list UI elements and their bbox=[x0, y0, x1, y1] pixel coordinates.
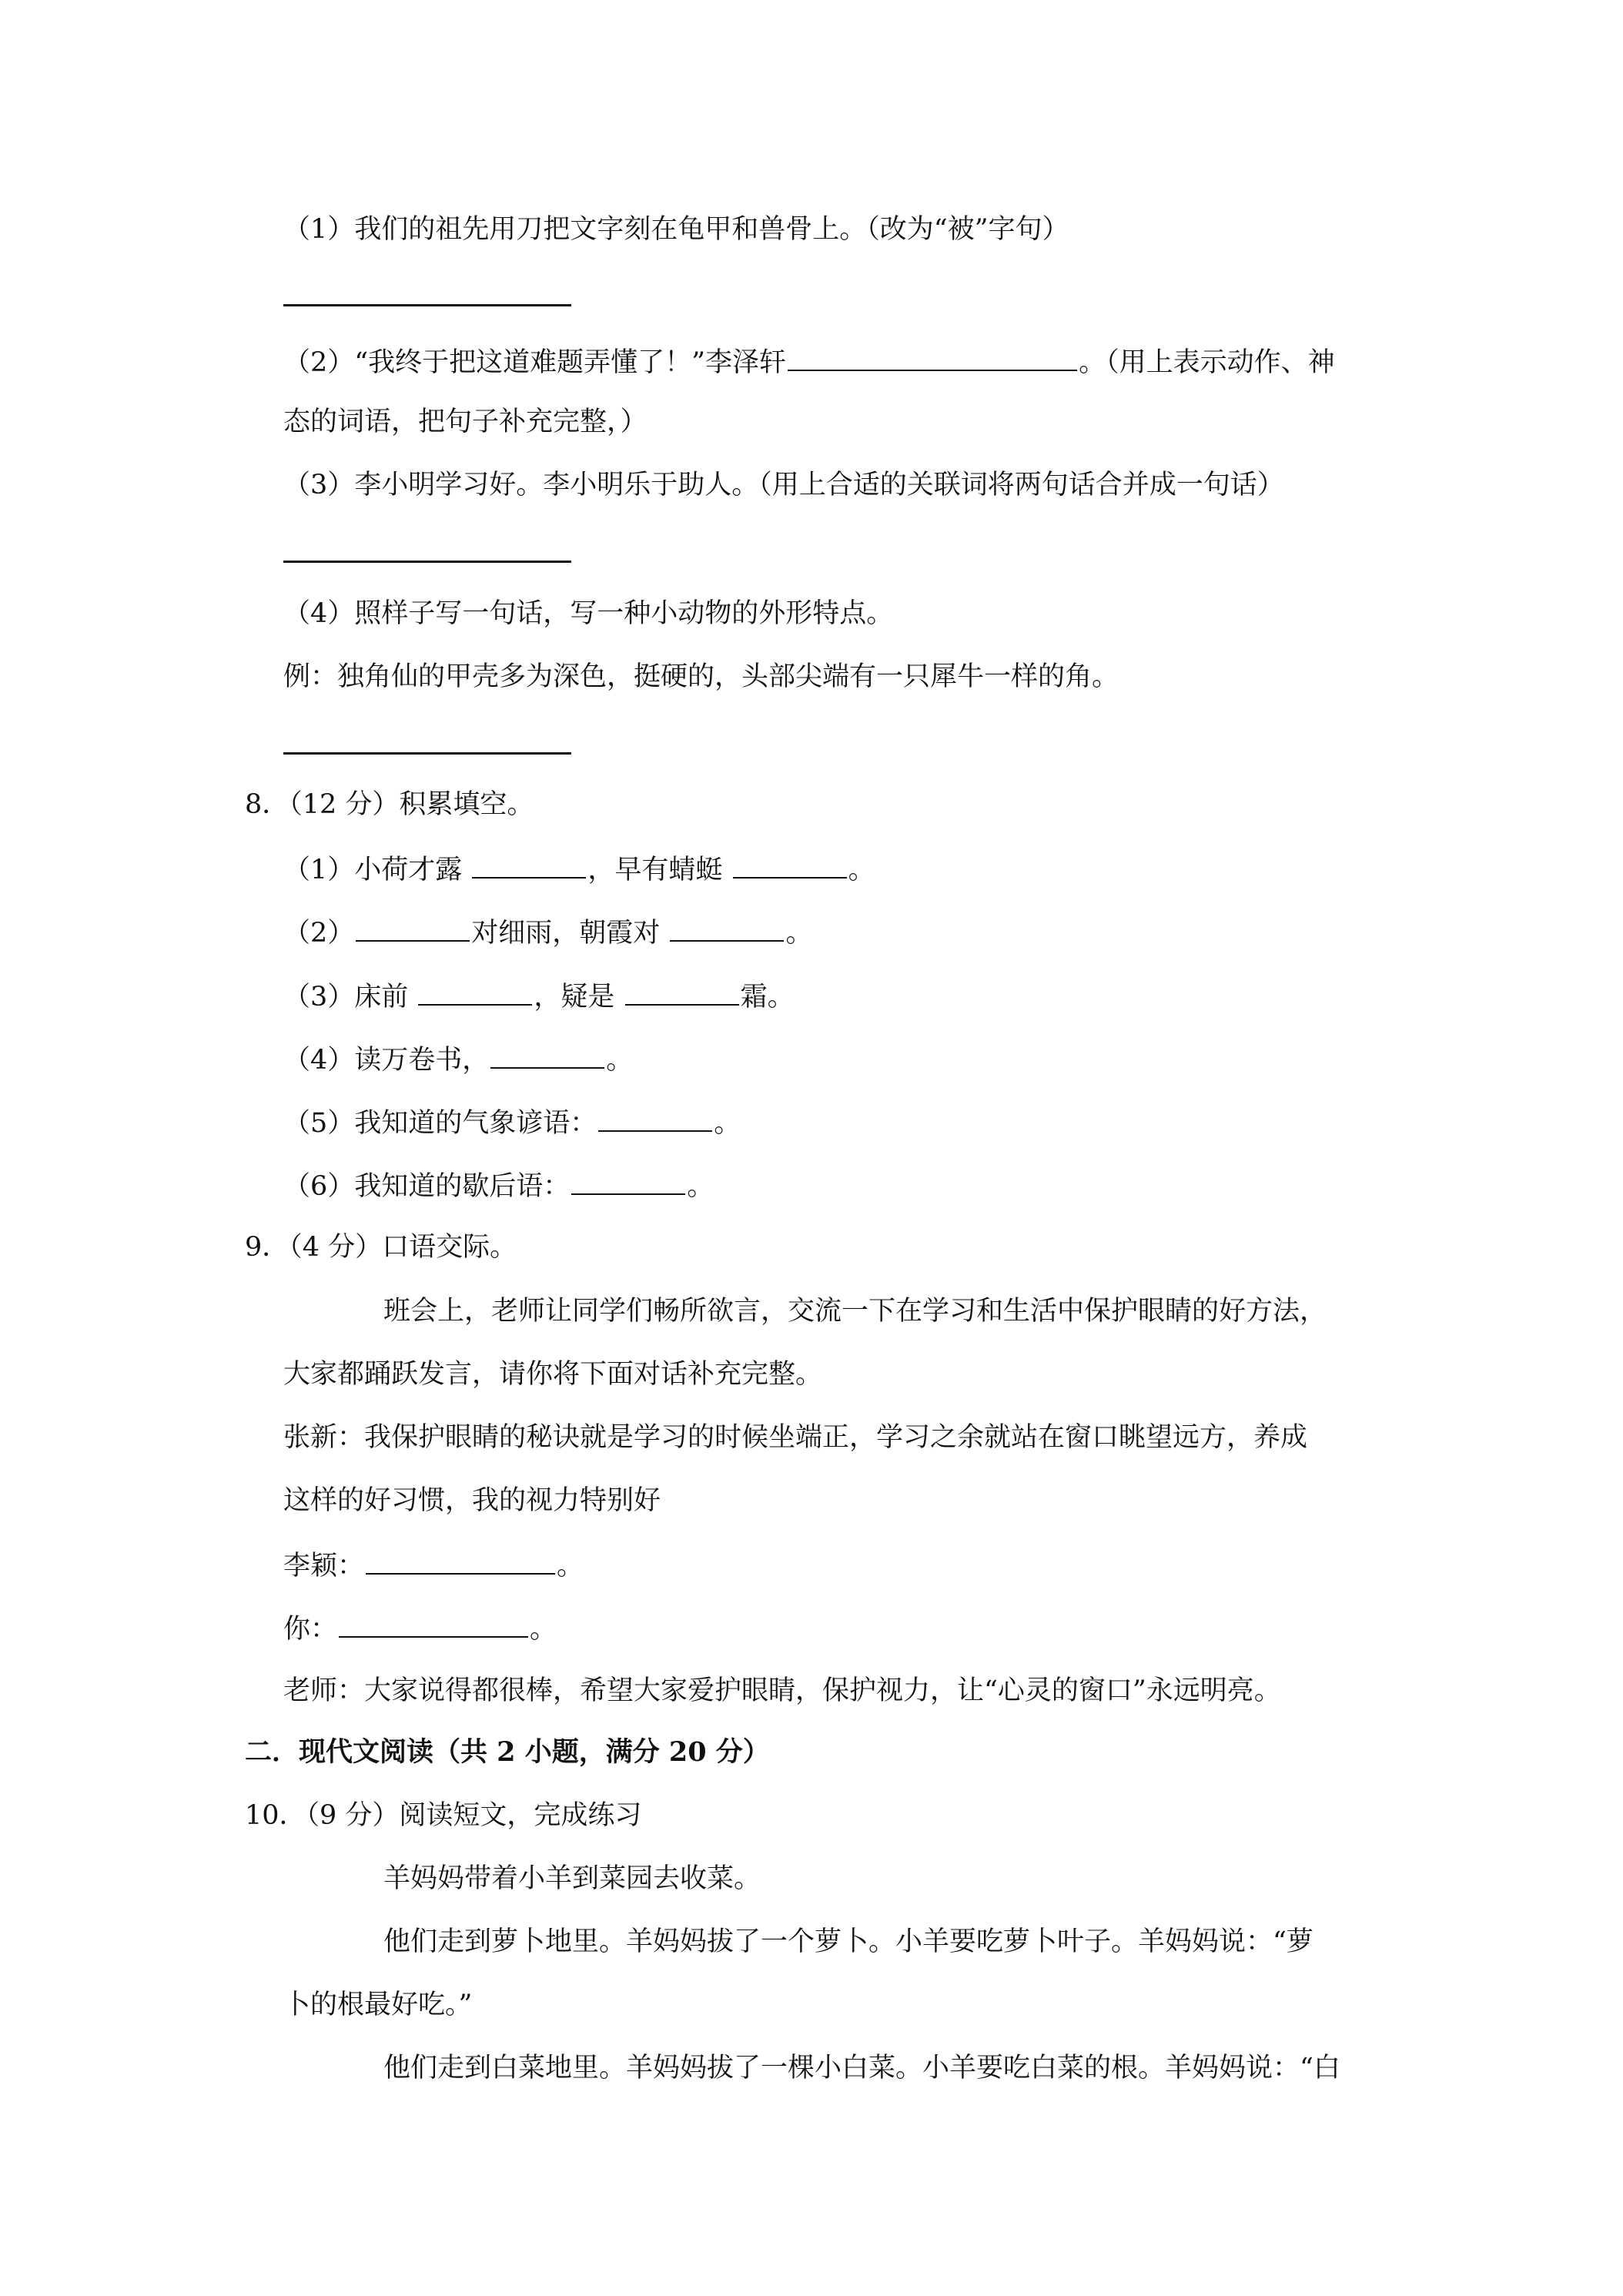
section-2-heading: 二．现代文阅读（共 2 小题，满分 20 分） bbox=[245, 1736, 770, 1768]
q9-you: 你： 。 bbox=[283, 1610, 557, 1644]
q8-item-6: （6）我知道的歇后语： 。 bbox=[283, 1167, 714, 1201]
q8-item-3: （3）床前 ，疑是 霜。 bbox=[283, 978, 795, 1012]
q7-sentence-3: （3）李小明学习好。李小明乐于助人。（用上合适的关联词将两句话合并成一句话） bbox=[283, 470, 1284, 500]
q9-liying: 李颖： 。 bbox=[283, 1547, 584, 1581]
answer-line-4[interactable] bbox=[283, 752, 571, 755]
blank-8-2b[interactable] bbox=[670, 914, 784, 942]
q7-sentence-4: （4）照样子写一句话，写一种小动物的外形特点。 bbox=[283, 598, 894, 629]
q9-paragraph-line-2: 大家都踊跃发言，请你将下面对话补充完整。 bbox=[283, 1359, 823, 1390]
answer-line-1[interactable] bbox=[283, 304, 571, 306]
q8-heading: 8．（12 分）积累填空。 bbox=[245, 789, 534, 820]
blank-8-5[interactable] bbox=[598, 1104, 712, 1132]
q7-sentence-4-example: 例：独角仙的甲壳多为深色，挺硬的，头部尖端有一只犀牛一样的角。 bbox=[283, 661, 1119, 692]
q10-heading: 10．（9 分）阅读短文，完成练习 bbox=[245, 1800, 642, 1831]
q9-paragraph-line-1: 班会上，老师让同学们畅所欲言，交流一下在学习和生活中保护眼睛的好方法， bbox=[383, 1296, 1327, 1327]
answer-line-3[interactable] bbox=[283, 561, 571, 563]
q7-sentence-1: （1）我们的祖先用刀把文字刻在龟甲和兽骨上。（改为“被”字句） bbox=[283, 214, 1069, 245]
blank-9-you[interactable] bbox=[339, 1610, 528, 1638]
q10-paragraph-2-line-2: 卜的根最好吃。” bbox=[283, 1990, 473, 2020]
q9-heading: 9．（4 分）口语交际。 bbox=[245, 1232, 517, 1263]
q8-item-4: （4）读万卷书， 。 bbox=[283, 1041, 633, 1075]
blank-8-1a[interactable] bbox=[472, 851, 586, 879]
blank-8-4[interactable] bbox=[490, 1041, 604, 1069]
blank-7-2[interactable] bbox=[788, 343, 1077, 371]
q10-paragraph-3-line-1: 他们走到白菜地里。羊妈妈拔了一棵小白菜。小羊要吃白菜的根。羊妈妈说：“白 bbox=[383, 2053, 1340, 2083]
q7-sentence-2-cont: 态的词语，把句子补充完整，） bbox=[283, 407, 648, 437]
blank-8-1b[interactable] bbox=[733, 851, 847, 879]
q10-paragraph-1: 羊妈妈带着小羊到菜园去收菜。 bbox=[383, 1863, 761, 1894]
q7-sentence-2: （2）“我终于把这道难题弄懂了！”李泽轩 。（用上表示动作、神 bbox=[283, 343, 1335, 377]
blank-8-6[interactable] bbox=[571, 1167, 685, 1195]
blank-9-liying[interactable] bbox=[366, 1547, 555, 1575]
blank-8-3a[interactable] bbox=[418, 978, 532, 1006]
blank-8-3b[interactable] bbox=[625, 978, 739, 1006]
q9-zhangxin-line-2: 这样的好习惯，我的视力特别好 bbox=[283, 1485, 661, 1516]
blank-8-2a[interactable] bbox=[356, 914, 470, 942]
q8-item-1: （1）小荷才露 ，早有蜻蜓 。 bbox=[283, 851, 875, 885]
q8-item-2: （2） 对细雨，朝霞对 。 bbox=[283, 914, 812, 948]
q9-teacher: 老师：大家说得都很棒，希望大家爱护眼睛，保护视力，让“心灵的窗口”永远明亮。 bbox=[283, 1675, 1281, 1706]
q9-zhangxin-line-1: 张新：我保护眼睛的秘诀就是学习的时候坐端正，学习之余就站在窗口眺望远方，养成 bbox=[283, 1422, 1308, 1453]
q10-paragraph-2-line-1: 他们走到萝卜地里。羊妈妈拔了一个萝卜。小羊要吃萝卜叶子。羊妈妈说：“萝 bbox=[383, 1926, 1313, 1957]
q8-item-5: （5）我知道的气象谚语： 。 bbox=[283, 1104, 741, 1138]
